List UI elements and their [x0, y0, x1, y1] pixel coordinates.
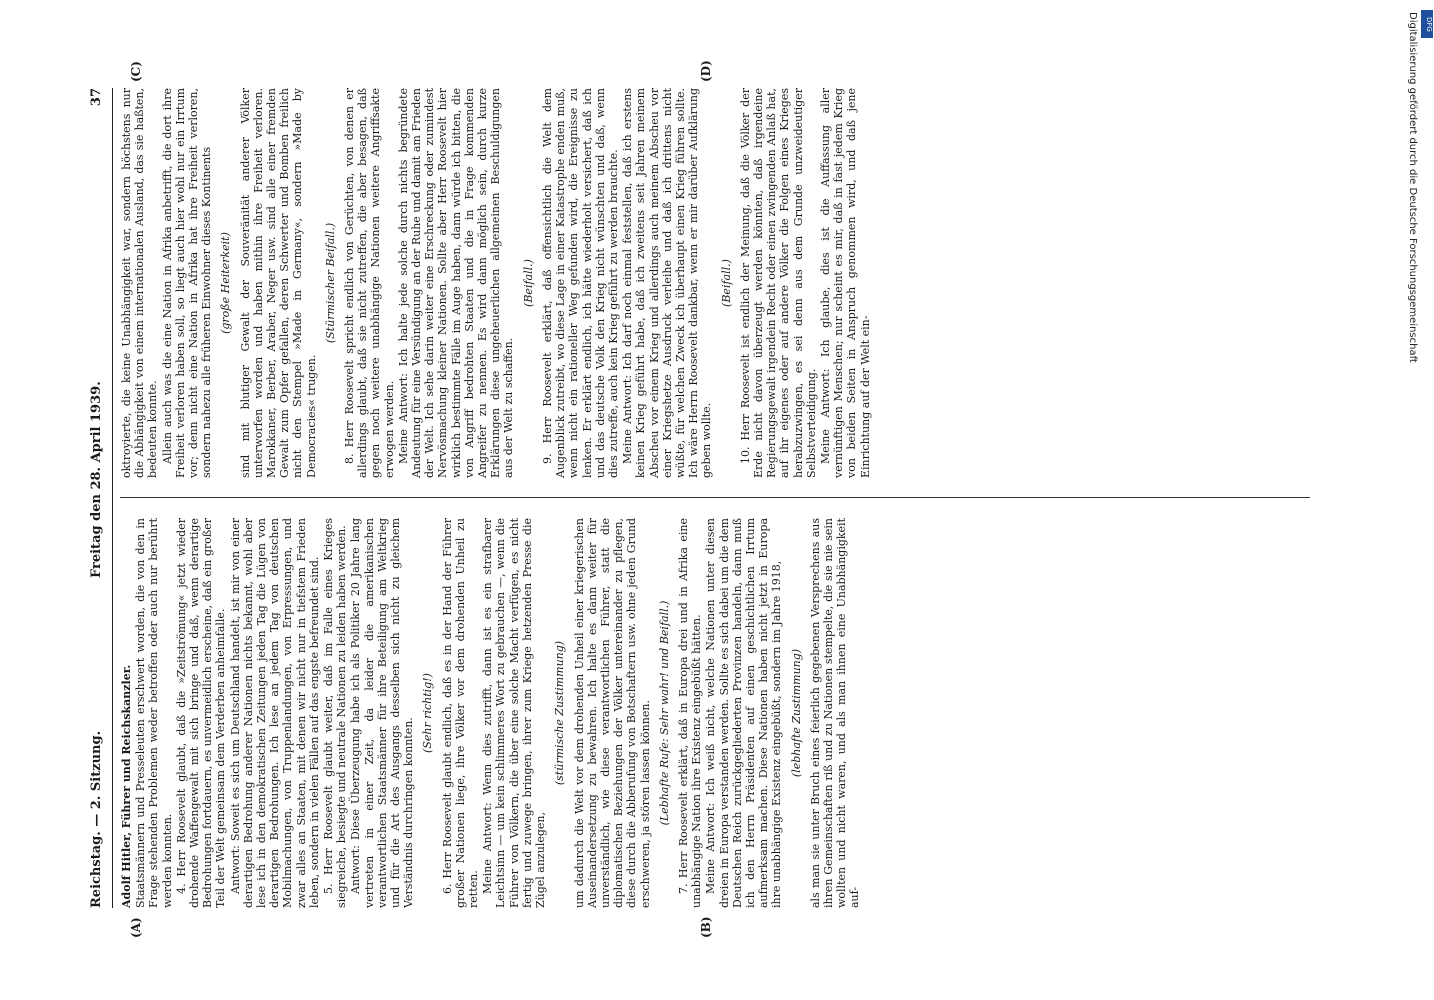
left-column — [120, 518, 863, 908]
interjection: (Beifall.) — [719, 259, 733, 307]
paragraph: 5. Herr Roosevelt glaubt weiter, daß im Falle eines Krieges siegreiche, besiegte und neutrale Nationen zu leiden haben werden. — [322, 518, 349, 908]
column-divider — [120, 497, 1310, 498]
interjection: (große Heiterkeit) — [219, 232, 233, 334]
paragraph: Antwort: Soweit es sich um Deutschland handelt, ist mir von einer derartigen Bedrohung anderer Nationen nichts bekannt, wohl aber lese ich in den demokratischen Zeitungen jeden Tag die Lügen von derartigen Bedrohungen. Ich lese an jedem Tag von deutschen Mobilmachungen, von Truppenlandungen, von Erpressungen, und zwar alles an Staaten, mit denen wir nicht nur in tiefstem Frieden leben, sondern in vielen Fällen auf das engste befreundet sind. — [228, 518, 321, 908]
paragraph: als man sie unter Bruch eines feierlich gegebenen Versprechens aus ihren Gemeinschaften riß und zu Nationen stempelte, die sie nie sein wollten und nicht waren, und als man ihnen eine Unabhängigkeit auf- — [808, 518, 862, 908]
interjection: (Beifall.) — [521, 259, 535, 307]
page-header — [90, 88, 110, 908]
paragraph: 7. Herr Roosevelt erklärt, daß in Europa drei und in Afrika eine unabhängige Nation ihre Existenz eingebüßt hätten. — [676, 518, 704, 908]
paragraph: um dadurch die Welt vor dem drohenden Unheil einer kriegerischen Auseinandersetzung zu bewahren. Ich halte es dann weiter für unverständlich, wie diese verantwortlichen Führer, statt die diplomatischen Beziehungen der Völker untereinander zu pflegen, diese durch die Abberufung von Botschaftern usw. ohne jeden Grund erschweren, ja stören lassen können. — [572, 518, 652, 908]
paragraph: 10. Herr Roosevelt ist endlich der Meinung, daß die Völker der Erde nicht davon überzeugt werden könnten, daß irgendeine Regierungsgewalt irgendein Recht oder einen zwingenden Anlaß hat, auf ihr eigenes oder auf andere Völker die Folgen eines Krieges herabzuzwingen, es sei denn aus dem Grunde unzweideutiger Selbstverteidigung. — [738, 88, 818, 478]
header-date: Freitag den 28. April 1939. — [89, 381, 104, 578]
paragraph: Antwort: Diese Überzeugung habe ich als Politiker 20 Jahre lang vertreten in einer Zeit, da leider die amerikanischen verantwortlichen Staatsmänner für ihre Beteiligung am Weltkrieg und für die Art des Ausgangs desselben sich nicht zu gleichem Verständnis durchringen konnten. — [349, 518, 416, 908]
paragraph: Meine Antwort: Wenn dies zutrifft, dann ist es ein strafbarer Leichtsinn — um kein schlimmeres Wort zu gebrauchen —, wenn die Führer von Völkern, die über eine solche Macht verfügen, es nicht fertig und zuwege bringen, ihrer zum Kriege hetzenden Presse die Zügel anzulegen, — [481, 518, 548, 908]
paragraph: 4. Herr Roosevelt glaubt, daß die »Zeitströmung« jetzt wieder drohende Waffengewalt mit sich bringe und daß, wenn derartige Bedrohungen fortdauern, es unvermeidlich erscheine, daß ein großer Teil der Welt gemeinsam dem Verderben anheimfalle. — [174, 518, 228, 908]
paragraph: 6. Herr Roosevelt glaubt endlich, daß es in der Hand der Führer großer Nationen liege, ihre Völker vor dem drohenden Unheil zu retten. — [440, 518, 481, 908]
margin-marker-c: (C) — [129, 61, 143, 82]
interjection: (lebhafte Zustimmung) — [789, 648, 803, 778]
margin-marker-a: (A) — [129, 917, 143, 938]
page-number: 37 — [89, 88, 104, 107]
paragraph: oktroyierte, die keine Unabhängigkeit war, sondern höchstens nur die Abhängigkeit von einem internationalen Ausland, das sie haßten, bedeuten konnte. — [120, 88, 160, 478]
dfg-logo-icon: DFG — [1421, 10, 1433, 38]
paragraph: Meine Antwort: Ich weiß nicht, welche Nationen unter diesen dreien in Europa verstanden werden. Sollte es sich dabei um die dem Deutschen Reich zurückgegliederten Provinzen handeln, dann muß ich den Herrn Präsidenten auf einen geschichtlichen Irrtum aufmerksam machen. Diese Nationen haben nicht jetzt in Europa ihre unabhängige Existenz eingebüßt, sondern im Jahre 1918, — [704, 518, 784, 908]
paragraph: Meine Antwort: Ich glaube, dies ist die Auffassung aller vernünftigen Menschen; nur scheint es mir, daß in fast jedem Krieg von beiden Seiten in Anspruch genommen wird, und daß jene Einrichtung auf der Welt ein- — [818, 88, 872, 478]
digitization-note: Digitalisierung gefördert durch die Deutsche Forschungsgemeinschaft — [1407, 12, 1418, 363]
header-left: Reichstag. — 2. Sitzung. — [89, 730, 104, 908]
margin-marker-d: (D) — [699, 60, 713, 82]
paragraph: Allein auch was die eine Nation in Afrika anbetrifft, die dort ihre Freiheit verloren haben soll, so liegt auch hier wohl nur ein Irrtum vor; denn nicht eine Nation in Afrika hat ihre Freiheit verloren, sondern nahezu alle früheren Einwohner dieses Kontinents — [160, 88, 214, 478]
header-rule — [112, 88, 113, 908]
paragraph: Meine Antwort: Ich darf noch einmal feststellen, daß ich erstens keinen Krieg geführt habe, daß ich zweitens seit Jahren meinem Abscheu vor einem Krieg und allerdings auch meinem Abscheu vor einer Kriegshetze Ausdruck verleihe und daß ich drittens nicht wüßte, für welchen Zweck ich überhaupt einen Krieg führen sollte. Ich wäre Herrn Roosevelt dankbar, wenn er mir darüber Aufklärung geben wollte. — [621, 88, 714, 478]
paragraph: 9. Herr Roosevelt erklärt, daß offensichtlich die Welt dem Augenblick zutreibt, wo diese Lage in einer Katastrophe enden muß, wenn nicht ein rationeller Weg gefunden wird, die Ereignisse zu lenken. Er erklärt endlich, ich hätte wiederholt versichert, daß ich und das deutsche Volk den Krieg nicht wünschten und daß, wenn dies zutreffe, auch kein Krieg geführt zu werden brauchte. — [540, 88, 620, 478]
interjection: (Sehr richtig!) — [421, 673, 435, 753]
interjection: (Lebhafte Rufe: Sehr wahr! und Beifall.) — [657, 600, 671, 826]
paragraph: Staatsmännern und Presseleuten erschwert worden, die von den in Frage stehenden Problemen weder betroffen oder auch nur berührt werden konnten. — [134, 518, 174, 908]
paragraph: sind mit blutiger Gewalt der Souveränität anderer Völker unterworfen worden und haben mithin ihre Freiheit verloren. Marokkaner, Berber, Araber, Neger usw. sind alle einer fremden Gewalt zum Opfer gefallen, deren Schwerter und Bomben freilich nicht den Stempel »Made in Germany«, sondern »Made by Democracies« trugen. — [238, 88, 318, 478]
paragraph: 8. Herr Roosevelt spricht endlich von Gerüchten, von denen er allerdings glaubt, daß sie nicht zutreffen, die aber besagen, daß gegen noch weitere unabhängige Nationen weitere Angriffsakte erwogen werden. — [343, 88, 396, 478]
speaker-line: Adolf Hitler, Führer und Reichskanzler. — [120, 664, 133, 908]
interjection: (Stürmischer Beifall.) — [323, 222, 337, 344]
document-page — [89, 60, 1390, 938]
margin-marker-b: (B) — [699, 916, 713, 938]
paragraph: Meine Antwort: Ich halte jede solche durch nichts begründete Andeutung für eine Versündigung an der Ruhe und damit am Frieden der Welt. Ich sehe darin weiter eine Erschreckung oder zumindest Nervösmachung kleiner Nationen. Sollte aber Herr Roosevelt hier wirklich bestimmte Fälle im Auge haben, dann würde ich bitten, die von Angriff bedrohten Staaten und die in Frage kommenden Angreifer zu nennen. Es wird dann möglich sein, durch kurze Erklärungen diese ungeheuerlichen allgemeinen Beschuldigungen aus der Welt zu schaffen. — [396, 88, 516, 478]
right-column — [120, 88, 873, 478]
interjection: (stürmische Zustimmung) — [553, 640, 567, 786]
